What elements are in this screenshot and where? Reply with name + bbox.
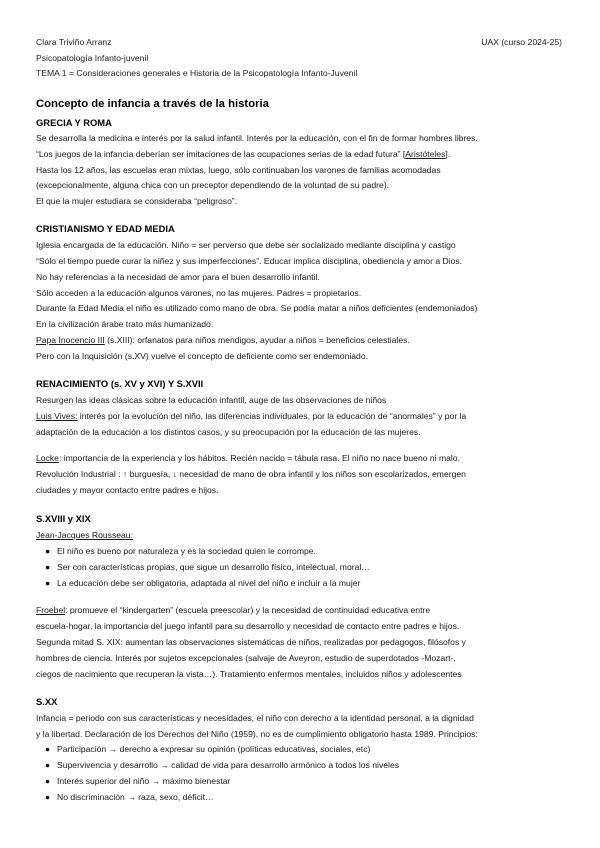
list-item: El niño es bueno por naturaleza y es la sociedad quien le corrompe. <box>57 546 316 556</box>
paragraph-line: Iglesia encargada de la educación. Niño = ser perverso que debe ser socializado mediante disciplina y castigo <box>36 240 456 250</box>
reference-papa-inocencio: Papa Inocencio III <box>36 335 105 345</box>
course-label: UAX (curso 2024-25) <box>481 37 562 47</box>
paragraph-line: No hay referencias a la necesidad de amor para el buen desarrollo infantil. <box>36 272 320 282</box>
section-heading-s18: S.XVIII y XIX <box>36 513 91 524</box>
page-title: Concepto de infancia a través de la historia <box>36 98 269 110</box>
quote-line: “Los juegos de la infancia deberían ser imitaciones de las ocupaciones serias de la edad futura” [Aristóteles]. <box>36 149 451 159</box>
paragraph-line: Durante la Edad Media el niño es utilizado como mano de obra. Se podía matar a niños deficientes (endemoniados) <box>36 303 478 313</box>
paragraph-line: y la libertad. Declaración de los Derechos del Niño (1959), no es de cumplimiento obligatorio hasta 1989. Principios: <box>36 729 478 739</box>
subject-line: Psicopatología Infanto-juvenil <box>36 53 149 63</box>
reference-froebel: Froebel <box>36 605 66 615</box>
paragraph-line: Se desarrolla la medicina e interés por la salud infantil. Interés por la educación, con el fin de formar hombres libres. <box>36 133 478 143</box>
paragraph-line: Revolución Industrial : ↑ burguesía, ↓ necesidad de mano de obra infantil y los niños son escolarizados, emergen <box>36 469 466 479</box>
paragraph-line: (excepcionalmente, alguna chica con un preceptor dependiendo de la voluntad de su padre). <box>36 180 390 190</box>
list-item: Participación → derecho a expresar su opinión (políticas educativas, sociales, etc) <box>57 744 371 754</box>
paragraph-line: Locke: importancia de la experiencia y los hábitos. Recién nacido = tábula rasa. El niño no nace bueno ni malo. <box>36 453 460 463</box>
paragraph-line: adaptación de la educación a los distintos casos, y su preocupación por la educación de las mujeres. <box>36 427 421 437</box>
list-item: Ser con características propias, que sigue un desarrollo físico, intelectual, moral… <box>57 562 370 572</box>
reference-aristoteles: Aristóteles <box>405 149 446 159</box>
paragraph-line: Papa Inocencio III (s.XIII): orfanatos para niños mendigos, ayudar a niños = beneficios celestiales. <box>36 335 410 345</box>
paragraph-line: En la civilización árabe trato más humanizado. <box>36 319 214 329</box>
section-heading-grecia: GRECIA Y ROMA <box>36 117 112 128</box>
bullet-icon: ● <box>45 546 51 556</box>
reference-luis-vives: Luis Vives: <box>36 411 78 421</box>
paragraph-line: Segunda mitad S. XIX: aumentan las observaciones sistemáticas de niños, realizadas por pedagogos, filósofos y <box>36 637 466 647</box>
author-name: Clara Triviño Arranz <box>36 37 112 47</box>
bullet-icon: ● <box>45 792 51 802</box>
bullet-icon: ● <box>45 776 51 786</box>
paragraph-line: Luis Vives: interés por la evolución del niño, las diferencias individuales, por la educación de “anormales” y por la <box>36 411 467 421</box>
paragraph-line: escuela-hogar, la importancia del juego infantil para su desarrollo y necesidad de contacto entre padres e hijos. <box>36 621 460 631</box>
paragraph-line: ciegos de nacimiento que recuperan la vista…). Tratamiento enfermos mentales, incluidos niños y adolescentes <box>36 669 462 679</box>
list-item: Supervivencia y desarrollo → calidad de vida para desarrollo armónico a todos los niveles <box>57 760 400 770</box>
list-item: No discriminación → raza, sexo, déficit… <box>57 792 214 802</box>
paragraph-line: El que la mujer estudiara se consideraba “peligroso”. <box>36 196 238 206</box>
paragraph-line: hombres de ciencia. Interés por sujetos excepcionales (salvaje de Aveyron, estudio de superdotados -Mozart-, <box>36 653 456 663</box>
paragraph-line: Froebel: promueve el “kindergarten” (escuela preescolar) y la necesidad de continuidad educativa entre <box>36 605 431 615</box>
paragraph-line: Resurgen las ideas clásicas sobre la educación infantil, auge de las observaciones de niños <box>36 395 387 405</box>
reference-rousseau: Jean-Jacques Rousseau: <box>36 530 133 540</box>
list-item: Interés superior del niño → máximo bienestar <box>57 776 231 786</box>
paragraph-line: “Sólo el tiempo puede curar la niñez y sus imperfecciones”. Educar implica disciplina, obediencia y amor a Dios. <box>36 256 463 266</box>
section-heading-renacimiento: RENACIMIENTO (s. XV y XVI) Y S.XVII <box>36 378 204 389</box>
paragraph-line: Pero con la Inquisición (s.XV) vuelve el concepto de deficiente como ser endemoniado. <box>36 351 369 361</box>
paragraph-line: ciudades y mayor contacto entre padres e hijos. <box>36 485 219 495</box>
reference-locke: Locke <box>36 453 59 463</box>
bullet-icon: ● <box>45 760 51 770</box>
bullet-icon: ● <box>45 562 51 572</box>
bullet-icon: ● <box>45 578 51 588</box>
section-heading-cristianismo: CRISTIANISMO Y EDAD MEDIA <box>36 223 175 234</box>
paragraph-line: Sólo acceden a la educación algunos varones, no las mujeres. Padres = propietarios. <box>36 288 362 298</box>
section-heading-s20: S.XX <box>36 696 58 707</box>
paragraph-line: Hasta los 12 años, las escuelas eran mixtas, luego, sólo continuaban los varones de familias acomodadas <box>36 165 441 175</box>
paragraph-line: Infancia = periodo con sus características y necesidades, el niño con derecho a la identidad personal, a la dignidad <box>36 713 474 723</box>
list-item: La educación debe ser obligatoria, adaptada al nivel del niño e incluir a la mujer <box>57 578 361 588</box>
bullet-icon: ● <box>45 744 51 754</box>
topic-line: TEMA 1 = Consideraciones generales e Historia de la Psicopatología Infanto-Juvenil <box>36 68 358 78</box>
